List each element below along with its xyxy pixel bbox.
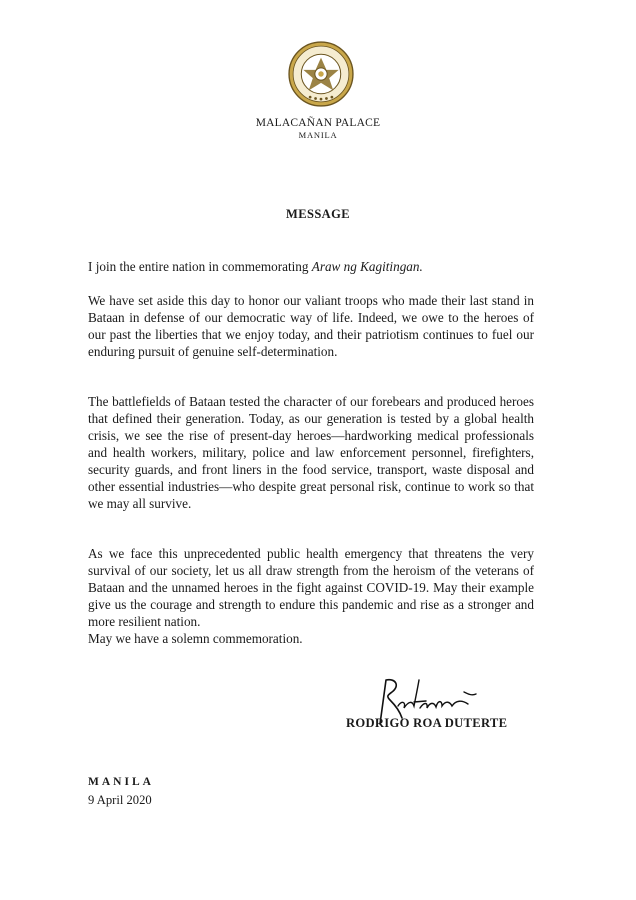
intro-paragraph: [88, 258, 534, 275]
signatory-name: RODRIGO ROA DUTERTE: [346, 716, 508, 730]
footer-date: 9 April 2020: [88, 793, 152, 807]
letterhead-title: MALACAÑAN PALACE: [255, 117, 381, 129]
message-heading: MESSAGE: [286, 207, 350, 221]
presidential-seal-icon: [287, 40, 355, 108]
intro-italic-text: Araw ng Kagitingan.: [311, 259, 423, 274]
body-paragraph-3: As we face this unprecedented public health emergency that threatens the very survival of our society, let us all draw strength from the heroism of the veterans of Bataan and the unnamed heroes in the fight against COVID-19. May their example give us the courage and strength to endure this pandemic and rise as a stronger and more resilient nation.: [88, 546, 534, 629]
closing-paragraph: May we have a solemn commemoration.: [88, 631, 303, 646]
intro-text: I join the entire nation in commemorating: [88, 259, 312, 274]
body-paragraph-2: The battlefields of Bataan tested the character of our forebears and produced heroes that defined their generation. Today, as our generation is tested by a global health crisis, we see the rise of present-day heroes—hardworking medical professionals and health workers, military, police and law enforcement personnel, firefighters, security guards, and front liners in the food service, transport, waste disposal and other essential industries—who despite great personal risk, continue to work so that we may all survive.: [88, 394, 534, 511]
letterhead-subtitle: MANILA: [298, 130, 338, 140]
body-paragraph-1: We have set aside this day to honor our valiant troops who made their last stand in Bataan in defense of our democratic way of life. Indeed, we owe to the heroes of our past the liberties that we enjoy today, and their patriotism continues to fuel our enduring pursuit of genuine self-determination.: [88, 293, 534, 359]
letterhead: [0, 117, 636, 141]
footer-place: MANILA: [88, 776, 154, 788]
